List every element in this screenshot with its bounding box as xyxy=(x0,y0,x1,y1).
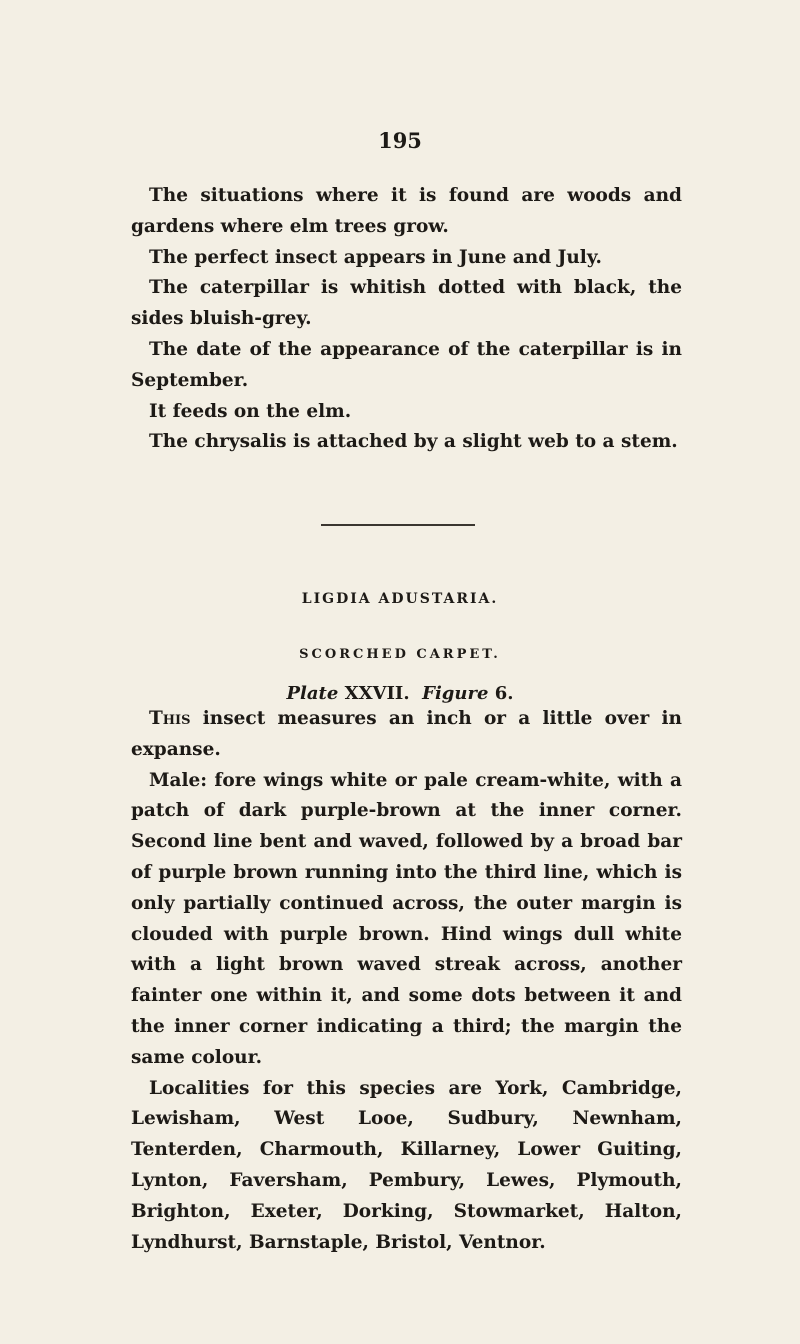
paragraph-perfect-insect: The perfect insect appears in June and July. xyxy=(149,246,602,268)
species-common-name: SCORCHED CARPET. xyxy=(299,647,501,662)
paragraph-localities: Localities for this species are York, Cambridge, Lewisham, West Looe, Sudbury, Newnham, Tenterden, Charmouth, Killarney, Lower Guiting, Lynton, Faversham, Pembury, Lewes, Plymouth, Brighton, Exeter, Dorking, Stowmarket, Halton, Lyndhurst, Barnstaple, Bristol, Ventnor. xyxy=(131,1077,682,1253)
plate-label: Plate xyxy=(286,683,339,704)
description-block xyxy=(131,704,682,1258)
figure-label: Figure xyxy=(422,683,489,704)
paragraph-expanse xyxy=(131,704,682,766)
paragraph-situations: The situations where it is found are woods and gardens where elm trees grow. xyxy=(131,185,682,237)
plate-number: XXVII. xyxy=(344,683,410,704)
species-latin-name: LIGDIA ADUSTARIA. xyxy=(301,591,499,607)
paragraph-chrysalis: The chrysalis is attached by a slight web to a stem. xyxy=(149,431,678,453)
figure-number: 6. xyxy=(494,683,514,704)
paragraph-caterpillar: The caterpillar is whitish dotted with black, the sides bluish-grey. xyxy=(131,277,682,330)
plate-figure-reference xyxy=(0,683,800,704)
drop-word: This xyxy=(149,708,191,729)
paragraph-caterpillar-date: The date of the appearance of the caterpillar is in September. xyxy=(131,338,682,391)
top-text-block xyxy=(131,181,682,458)
page-number: 195 xyxy=(378,128,422,153)
section-divider xyxy=(321,524,475,526)
paragraph-food: It feeds on the elm. xyxy=(149,400,352,422)
paragraph-male: Male: fore wings white or pale cream-white, with a patch of dark purple-brown at the inner corner. Second line bent and waved, followed by a broad bar of purple brown running into the third line, which is only partially continued across, the outer margin is clouded with purple brown. Hind wings dull white with a light brown waved streak across, another fainter one within it, and some dots between it and the inner corner indicating a third; the margin the same colour. xyxy=(131,769,682,1068)
expanse-text: insect measures an inch or a little over in expanse. xyxy=(131,708,682,760)
